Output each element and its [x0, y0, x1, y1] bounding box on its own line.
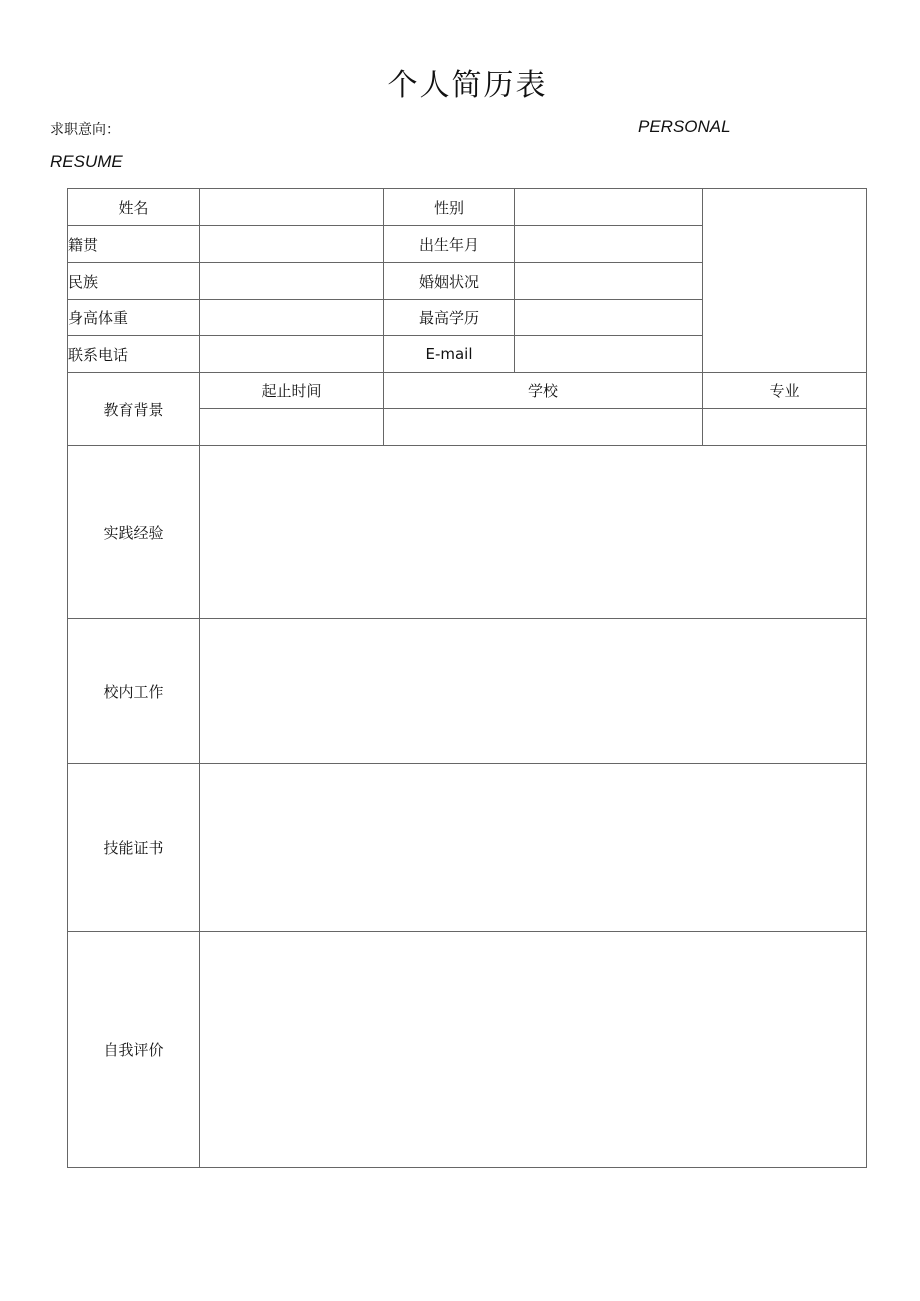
practice-field[interactable]	[200, 446, 867, 619]
practice-label: 实践经验	[68, 446, 200, 619]
skills-field[interactable]	[200, 764, 867, 932]
resume-heading: RESUME	[50, 152, 123, 171]
education-period-header: 起止时间	[200, 373, 384, 409]
education-school-field[interactable]	[384, 409, 703, 446]
phone-label: 联系电话	[68, 336, 200, 373]
education-period-field[interactable]	[200, 409, 384, 446]
page-title: 个人简历表	[387, 68, 548, 103]
gender-label: 性别	[384, 189, 515, 226]
native-place-field[interactable]	[200, 226, 384, 263]
education-level-field[interactable]	[515, 300, 703, 336]
marital-field[interactable]	[515, 263, 703, 300]
campus-work-label: 校内工作	[68, 619, 200, 764]
email-field[interactable]	[515, 336, 703, 373]
birth-field[interactable]	[515, 226, 703, 263]
height-weight-field[interactable]	[200, 300, 384, 336]
job-intention-label: 求职意向：	[50, 122, 120, 138]
education-level-label: 最高学历	[384, 300, 515, 336]
gender-field[interactable]	[515, 189, 703, 226]
name-label: 姓名	[68, 189, 200, 226]
marital-label: 婚姻状况	[384, 263, 515, 300]
education-school-header: 学校	[384, 373, 703, 409]
phone-field[interactable]	[200, 336, 384, 373]
name-field[interactable]	[200, 189, 384, 226]
education-label: 教育背景	[68, 373, 200, 446]
birth-label: 出生年月	[384, 226, 515, 263]
education-major-field[interactable]	[703, 409, 867, 446]
education-major-header: 专业	[703, 373, 867, 409]
photo-area[interactable]	[703, 189, 867, 373]
skills-label: 技能证书	[68, 764, 200, 932]
email-label: E-mail	[384, 336, 515, 373]
ethnicity-field[interactable]	[200, 263, 384, 300]
campus-work-field[interactable]	[200, 619, 867, 764]
native-place-label: 籍贯	[68, 226, 200, 263]
self-eval-field[interactable]	[200, 932, 867, 1168]
self-eval-label: 自我评价	[68, 932, 200, 1168]
height-weight-label: 身高体重	[68, 300, 200, 336]
personal-heading: PERSONAL	[638, 117, 731, 136]
ethnicity-label: 民族	[68, 263, 200, 300]
resume-table	[67, 188, 867, 1168]
